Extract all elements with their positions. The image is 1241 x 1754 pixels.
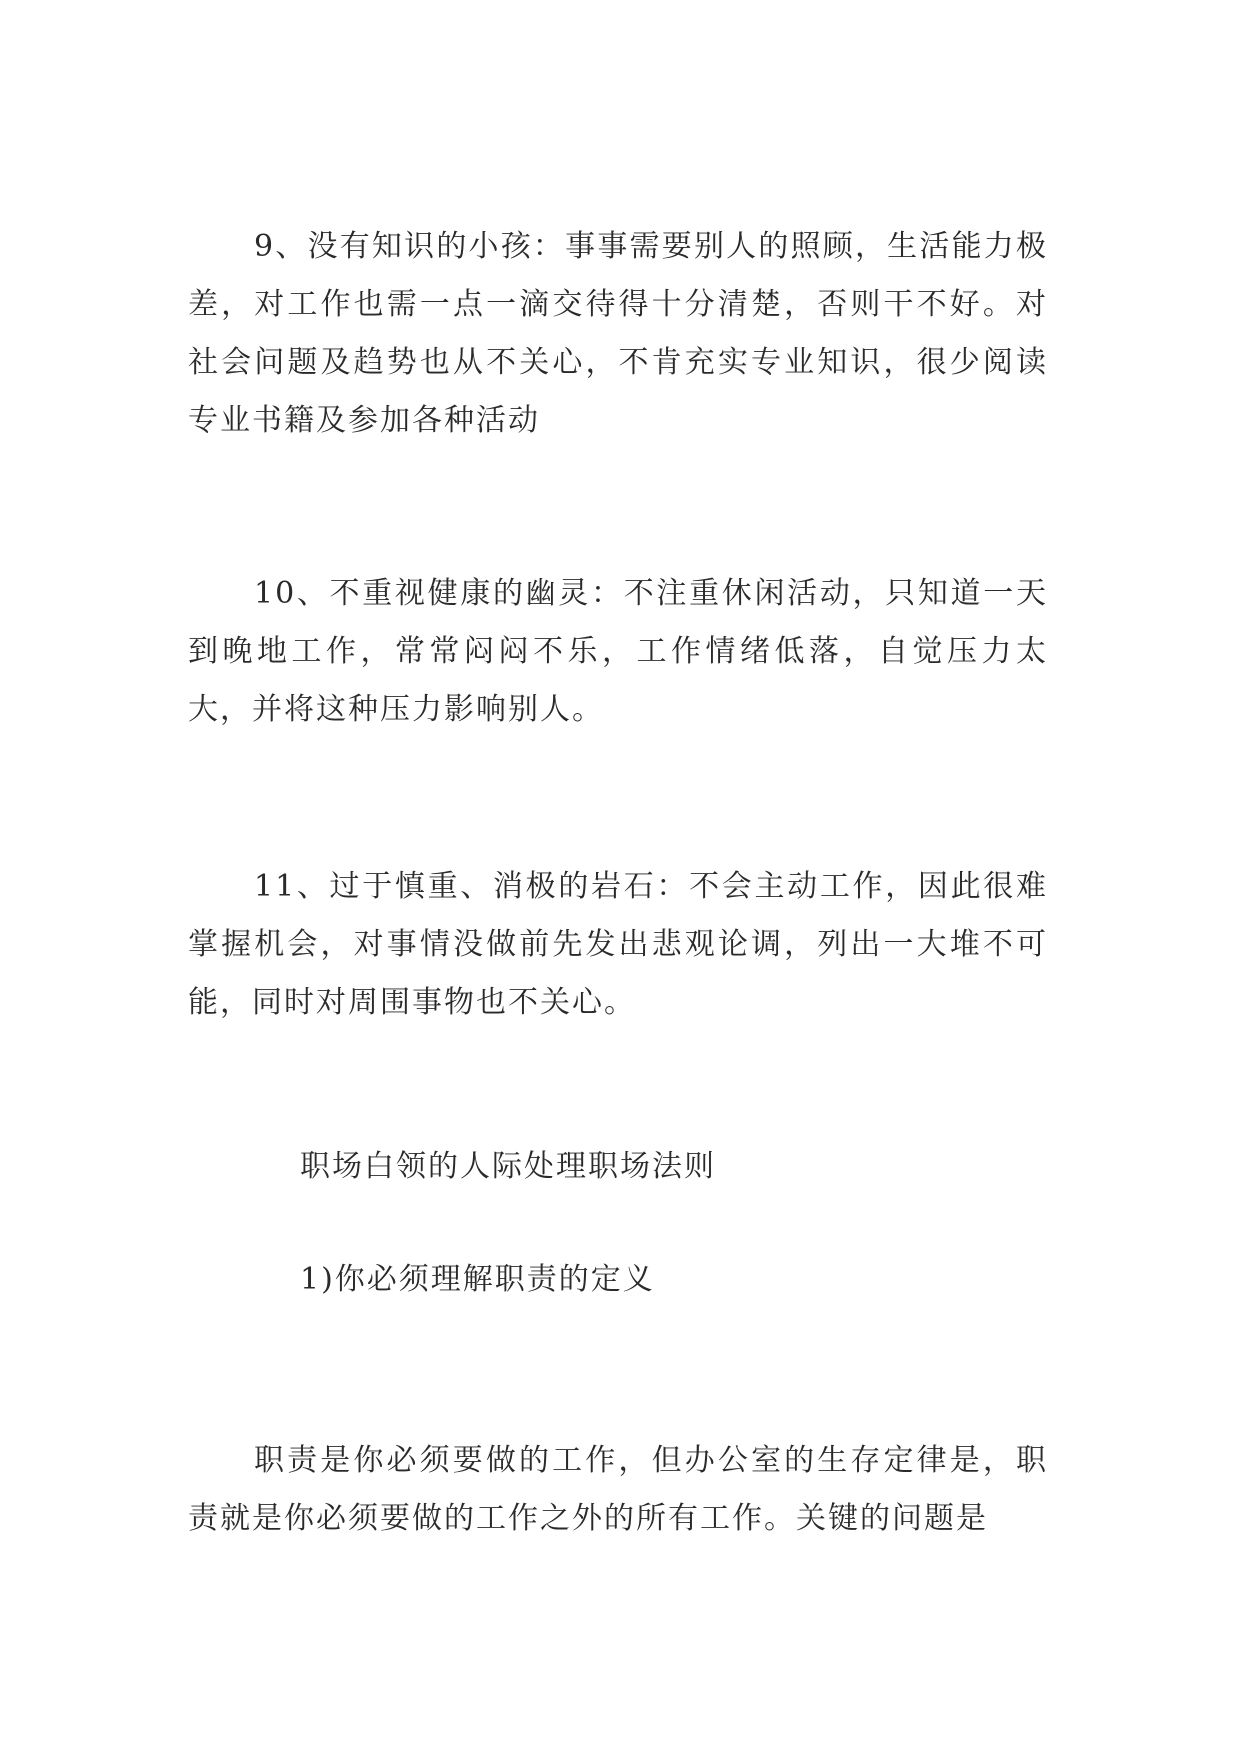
subsection-title: 1)你必须理解职责的定义 bbox=[300, 1262, 655, 1297]
paragraph-item-9: 9、没有知识的小孩：事事需要别人的照顾，生活能力极差，对工作也需一点一滴交待得十分清楚，否则干不好。对社会问题及趋势也从不关心，不肯充实专业知识，很少阅读专业书籍及参加各种活动 bbox=[188, 229, 1048, 438]
paragraph-item-11: 11、过于慎重、消极的岩石：不会主动工作，因此很难掌握机会，对事情没做前先发出悲观论调，列出一大堆不可能，同时对周围事物也不关心。 bbox=[188, 869, 1048, 1020]
section-title: 职场白领的人际处理职场法则 bbox=[300, 1149, 716, 1184]
body-paragraph: 职责是你必须要做的工作，但办公室的生存定律是，职责就是你必须要做的工作之外的所有工作。关键的问题是 bbox=[188, 1443, 1048, 1536]
paragraph-item-10: 10、不重视健康的幽灵：不注重休闲活动，只知道一天到晚地工作，常常闷闷不乐，工作情绪低落，自觉压力太大，并将这种压力影响别人。 bbox=[188, 576, 1048, 727]
